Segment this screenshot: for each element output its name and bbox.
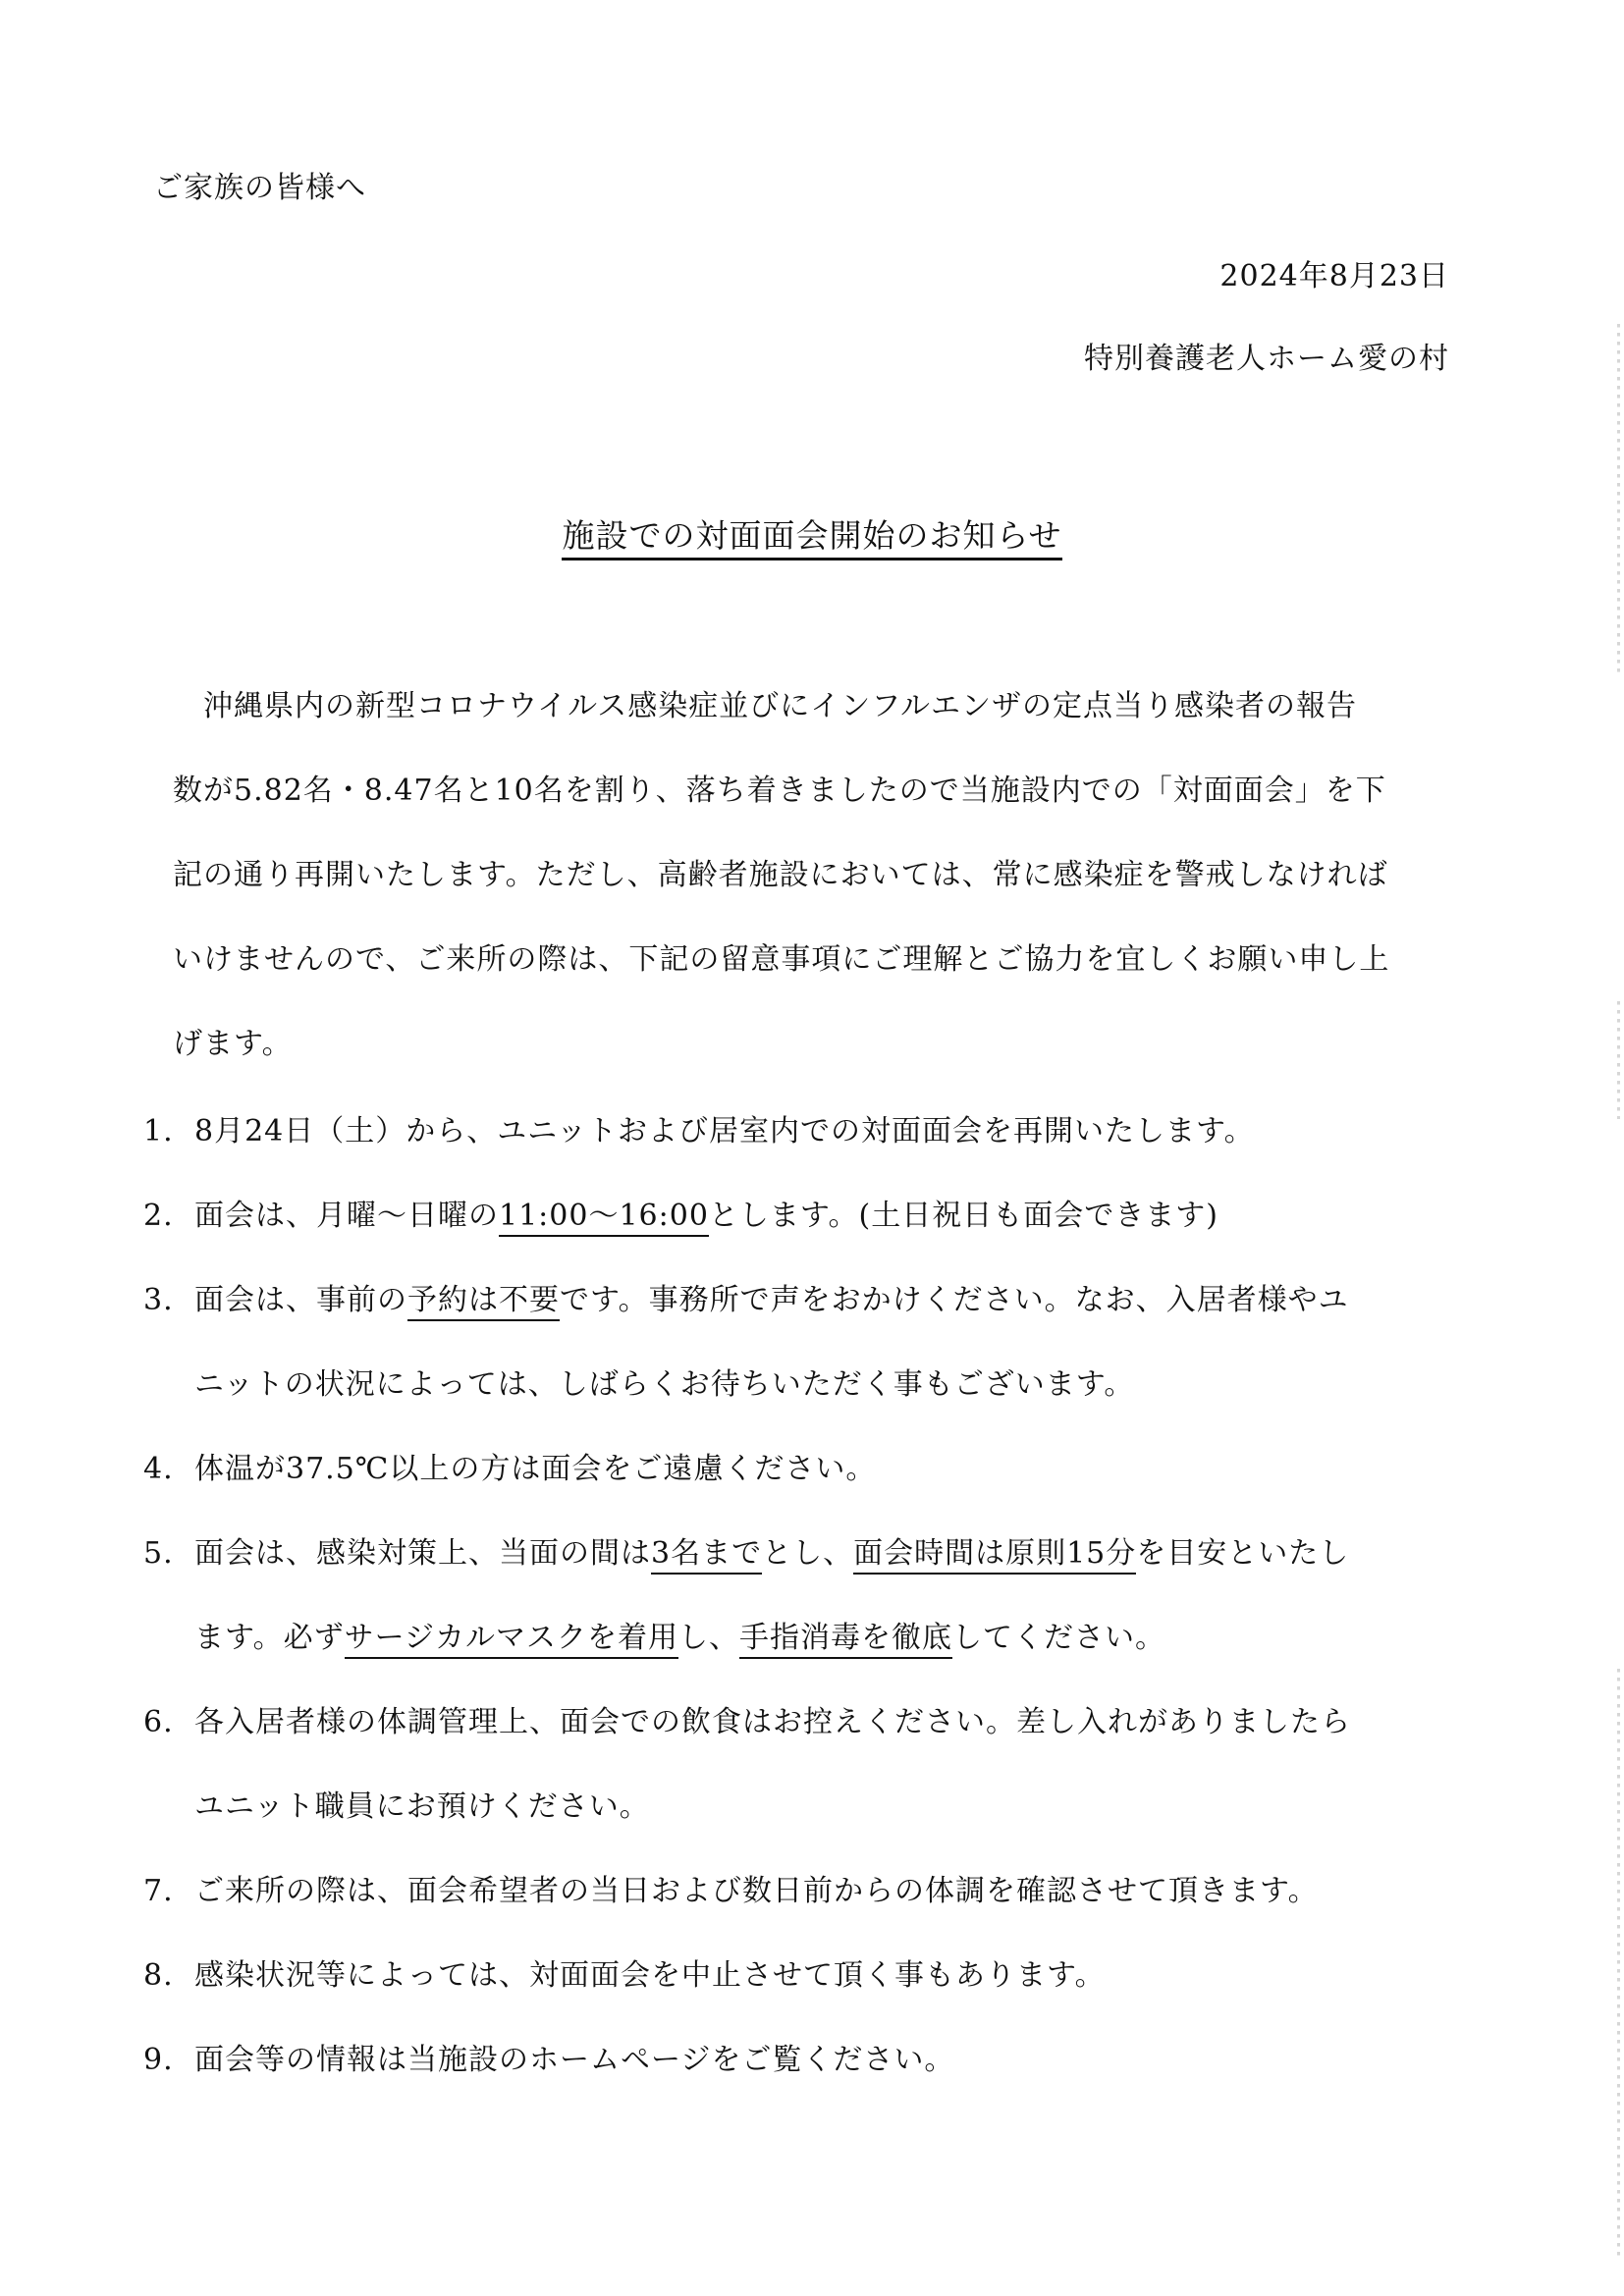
- addressee: ご家族の皆様へ: [153, 171, 366, 205]
- notice-item-6: [143, 1703, 1449, 1742]
- notice-item-5-cont: [143, 1619, 1449, 1658]
- text-segment: ご来所の際は、面会希望者の当日および数日前からの体調を確認させて頂きます。: [194, 1874, 1319, 1908]
- item-number: 4.: [143, 1452, 174, 1486]
- notice-item-8: [143, 1956, 1449, 1996]
- item-text: [194, 1872, 1319, 1911]
- item-text: [194, 1197, 1218, 1236]
- notice-item-1: [143, 1112, 1449, 1151]
- text-segment: 面会等の情報は当施設のホームページをご覧ください。: [194, 2043, 955, 2077]
- item-text: [194, 1703, 1351, 1742]
- scan-edge-artifact: [1617, 324, 1620, 677]
- text-segment: ユニット職員にお預けください。: [194, 1789, 650, 1824]
- text-segment: してください。: [952, 1621, 1166, 1655]
- scan-edge-artifact: [1617, 1001, 1620, 1119]
- intro-line: 数が5.82名・8.47名と10名を割り、落ち着きましたので当施設内での「対面面会」を下: [173, 774, 1386, 808]
- notice-item-7: [143, 1872, 1449, 1911]
- item-number: 6.: [143, 1705, 174, 1739]
- text-segment: 面会は、月曜～日曜の: [194, 1199, 499, 1233]
- underlined-emphasis: 3名まで: [651, 1536, 762, 1575]
- text-segment: 体温が37.5℃以上の方は面会をご遠慮ください。: [194, 1452, 877, 1486]
- text-segment: し、: [678, 1621, 740, 1655]
- text-segment: ニットの状況によっては、しばらくお待ちいただく事もございます。: [194, 1367, 1135, 1402]
- notice-item-2: [143, 1197, 1449, 1236]
- text-segment: ます。必ず: [194, 1621, 345, 1655]
- intro-line: 記の通り再開いたします。ただし、高齢者施設においては、常に感染症を警戒しなければ: [173, 858, 1388, 892]
- item-number: 9.: [143, 2043, 174, 2077]
- underlined-emphasis: 面会時間は原則15分: [853, 1536, 1136, 1575]
- issue-date: 2024年8月23日: [1219, 259, 1449, 294]
- item-text: [194, 1450, 876, 1489]
- underlined-emphasis: サージカルマスクを着用: [345, 1621, 678, 1659]
- underlined-emphasis: 予約は不要: [407, 1283, 560, 1321]
- text-segment: を目安といたし: [1136, 1536, 1350, 1571]
- notice-item-5: [143, 1534, 1449, 1574]
- intro-line: げます。: [173, 1027, 293, 1061]
- item-number: 8.: [143, 1958, 174, 1993]
- text-segment: です。事務所で声をおかけください。なお、入居者様やユ: [560, 1283, 1349, 1317]
- intro-line: いけませんので、ご来所の際は、下記の留意事項にご理解とご協力を宜しくお願い申し上: [173, 942, 1390, 977]
- organization-name: 特別養護老人ホーム愛の村: [1084, 342, 1449, 376]
- text-segment: 面会は、感染対策上、当面の間は: [194, 1536, 651, 1571]
- underlined-emphasis: 11:00～16:00: [499, 1199, 709, 1237]
- item-number: 7.: [143, 1874, 174, 1908]
- text-segment: 面会は、事前の: [194, 1283, 407, 1317]
- text-segment: 感染状況等によっては、対面面会を中止させて頂く事もあります。: [194, 1958, 1106, 1993]
- item-text: [194, 1112, 1255, 1151]
- item-text: [194, 1619, 1165, 1658]
- document-title-text: 施設での対面面会開始のお知らせ: [562, 516, 1061, 561]
- scan-edge-artifact: [1617, 1669, 1620, 2258]
- text-segment: とし、: [762, 1536, 854, 1571]
- notice-item-4: [143, 1450, 1449, 1489]
- underlined-emphasis: 手指消毒を徹底: [739, 1621, 952, 1659]
- notice-item-3-cont: [143, 1365, 1449, 1405]
- item-text: [194, 1365, 1134, 1405]
- item-text: [194, 1534, 1349, 1574]
- item-number: 2.: [143, 1199, 174, 1233]
- item-text: [194, 1281, 1349, 1320]
- text-segment: とします。(土日祝日も面会できます): [708, 1199, 1218, 1233]
- text-segment: 8月24日（土）から、ユニットおよび居室内での対面面会を再開いたします。: [194, 1114, 1255, 1148]
- document-title: [0, 514, 1624, 558]
- item-number: 1.: [143, 1114, 174, 1148]
- intro-line: 沖縄県内の新型コロナウイルス感染症並びにインフルエンザの定点当り感染者の報告: [173, 689, 1357, 723]
- item-text: [194, 1956, 1106, 1996]
- item-text: [194, 2041, 954, 2080]
- item-number: 3.: [143, 1283, 174, 1317]
- notice-item-9: [143, 2041, 1449, 2080]
- item-text: [194, 1788, 650, 1827]
- notice-item-6-cont: [143, 1788, 1449, 1827]
- text-segment: 各入居者様の体調管理上、面会での飲食はお控えください。差し入れがありましたら: [194, 1705, 1351, 1739]
- notice-item-3: [143, 1281, 1449, 1320]
- item-number: 5.: [143, 1536, 174, 1571]
